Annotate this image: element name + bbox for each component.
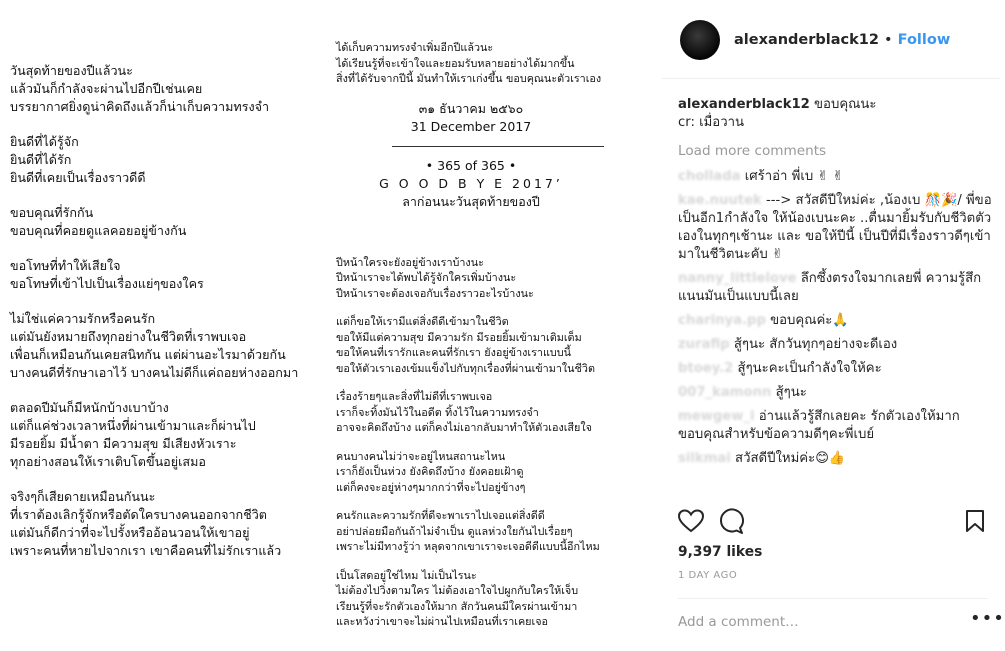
text-line: เพราะไม่มีทางรู้ว่า หลุดจากเขาเราจะเจอดีดีแบบนี้อีกไหม	[336, 540, 600, 553]
left-paragraph	[10, 133, 330, 187]
day-counter: • 365 of 365 •	[425, 157, 517, 173]
text-line: ได้เรียนรู้ที่จะเข้าใจและยอมรับหลายอย่างได้มากขึ้น	[336, 56, 575, 70]
text-line: ปีหน้าเราจะได้พบได้รู้จักใครเพิ่มบ้างนะ	[336, 271, 517, 284]
text-line: ขอโทษที่ทำให้เสียใจ	[10, 258, 121, 273]
text-line: แต่ก็แค่ช่วงเวลาหนึ่งที่ผ่านเข้ามาและก็ผ่านไป	[10, 418, 256, 433]
text-line: ขอบคุณที่คอยดูแลคอยอยู่ข้างกัน	[10, 223, 187, 238]
comments-list	[678, 96, 996, 474]
text-line: จริงๆก็เสียดายเหมือนกันนะ	[10, 489, 156, 504]
comment-username[interactable]: chollada	[678, 169, 741, 184]
header-separator: •	[884, 32, 893, 48]
date-thai: ๓๑ ธันวาคม ๒๕๖๐	[418, 100, 524, 116]
text-line: ขอให้มีแต่ความสุข มีความรัก มีรอยยิ้มเข้ามาเติมเต็ม	[336, 330, 582, 344]
text-line: คนบางคนไม่ว่าจะอยู่ไหนสถานะไหน	[336, 449, 506, 463]
right-paragraph	[336, 314, 656, 376]
goodbye-title: G O O D B Y E 2017’	[379, 175, 563, 191]
text-line: และหวังว่าเขาจะไม่ผ่านไปเหมือนที่เราเคยเจอ	[336, 615, 549, 628]
comment-item	[678, 192, 996, 264]
comment-text: อ่านแล้วรู้สึกเลยคะ รักตัวเองให้มาก ขอบคุณสำหรับข้อความดีๆคะพี่เบย์	[678, 409, 960, 442]
likes-count[interactable]: 9,397 likes	[678, 544, 763, 560]
caption	[678, 96, 996, 132]
text-line: ตลอดปีมันก็มีหนักบ้างเบาบ้าง	[10, 400, 169, 415]
post-time: 1 DAY AGO	[678, 570, 738, 581]
text-line: คนรักและความรักที่ดีจะพาเราไปเจอแต่สิ่งดีดี	[336, 509, 545, 522]
text-line: บางคนดีที่รักษาเอาไว้ บางคนไม่ดีก็แค่ถอยห่างออกมา	[10, 365, 299, 380]
text-line: เราก็ยังเป็นห่วง ยังคิดถึงบ้าง ยังคอยเฝ้าดู	[336, 465, 524, 478]
left-paragraph	[10, 62, 330, 116]
text-line: วันสุดท้ายของปีแล้วนะ	[10, 63, 133, 78]
comment-text: สู้ๆนะ	[771, 385, 807, 400]
farewell-text: ลาก่อนนะวันสุดท้ายของปี	[402, 193, 540, 209]
heart-icon[interactable]	[678, 508, 704, 534]
comment-username[interactable]: silkmai	[678, 451, 731, 466]
comment-username[interactable]: kae.nuutek	[678, 193, 762, 208]
comment-item	[678, 408, 996, 444]
comment-text: ขอบคุณค่ะ🙏	[765, 313, 849, 328]
text-line: เราก็จะทิ้งมันไว้ในอดีต ทิ้งไว้ในความทรงจำ	[336, 405, 539, 419]
comment-divider	[678, 598, 988, 599]
post-text-right-column	[336, 40, 656, 643]
comment-username[interactable]: btoey.2	[678, 361, 734, 376]
text-line: มีรอยยิ้ม มีน้ำตา มีความสุข มีเสียงหัวเราะ	[10, 436, 237, 451]
add-comment-input[interactable]: Add a comment…	[678, 614, 799, 630]
text-line: อาจจะคิดถึงบ้าง แต่ก็คงไม่เอากลับมาทำให้ตัวเองเสียใจ	[336, 421, 592, 434]
comment-text: เศร้าอ่า พี่เบ ✌ ✌	[740, 169, 844, 184]
left-paragraph	[10, 399, 330, 471]
text-line: ไม่ต้องไปวิ่งตามใคร ไม่ต้องเอาใจไปผูกกับใครให้เจ็บ	[336, 584, 579, 597]
comment-text: สวัสดีปีใหม่ค่ะ😊👍	[730, 451, 846, 466]
text-line: ขอให้ตัวเราเองเข้มแข็งไปกับทุกเรื่องที่ผ่านเข้ามาในชีวิต	[336, 361, 595, 375]
action-bar	[678, 508, 988, 536]
left-paragraph	[10, 204, 330, 240]
comment-item	[678, 450, 996, 468]
comment-item	[678, 312, 996, 330]
follow-button[interactable]: Follow	[897, 32, 951, 48]
right-paragraph	[336, 568, 656, 630]
comment-username[interactable]: zurafip	[678, 337, 730, 352]
text-line: เป็นโสดอยู่ใช่ไหม ไม่เป็นไรนะ	[336, 568, 477, 582]
text-line: แต่มันยังหมายถึงทุกอย่างในชีวิตที่เราพบเจอ	[10, 329, 247, 344]
comment-text: ---> สวัสดีปีใหม่ค่ะ ,น้องเบ 🎊🎉/ พี่ขอเป็นอีก1กำลังใจ ให้น้องเบนะคะ ..ตื่นมายิ้มรับกับชีวิตตัวเองในทุกๆเช้านะ และ ขอให้ปีนี้ เป็นปีที่มีเรื่องราวดีๆเข้ามาในชีวิตนะคับ ✌	[678, 193, 992, 262]
text-line: แต่ก็ขอให้เรามีแต่สิ่งดีดีเข้ามาในชีวิต	[336, 315, 509, 328]
right-intro-paragraph	[336, 40, 656, 87]
text-line: บรรยากาศยิ่งดูน่าคิดถึงแล้วก็น่าเก็บความทรงจำ	[10, 99, 270, 114]
right-paragraph	[336, 508, 656, 555]
post-side-panel	[662, 0, 1005, 651]
post-header	[662, 16, 1000, 66]
left-paragraph	[10, 488, 330, 560]
text-line: ขอบคุณที่รักกัน	[10, 205, 94, 220]
comment-items	[678, 168, 996, 468]
comment-text: สู้ๆนะ สักวันทุกๆอย่างจะดีเอง	[729, 337, 898, 352]
comment-item	[678, 336, 996, 354]
caption-text: ขอบคุณนะ	[814, 97, 877, 112]
text-line: เพราะคนที่หายไปจากเรา เขาคือคนที่ไม่รักเราแล้ว	[10, 543, 282, 558]
text-line: แล้วมันก็กำลังจะผ่านไปอีกปีเช่นเคย	[10, 81, 203, 96]
text-line: เรียนรู้ที่จะรักตัวเองให้มาก สักวันคนมีใครผ่านเข้ามา	[336, 599, 578, 613]
right-paragraph	[336, 255, 656, 302]
comment-username[interactable]: nanny_littlelove	[678, 271, 797, 286]
right-paragraph	[336, 449, 656, 496]
text-line: อย่าปล่อยมือกันถ้าไม่จำเป็น ดูแลห่วงใยกันไปเรื่อยๆ	[336, 524, 573, 538]
divider-line	[392, 146, 604, 147]
text-line: แต่ก็คงจะอยู่ห่างๆมากกว่าที่จะไปอยู่ข้างๆ	[336, 480, 526, 494]
comment-item	[678, 384, 996, 402]
left-paragraph	[10, 310, 330, 382]
more-options-icon[interactable]: •••	[970, 608, 1005, 629]
comment-username[interactable]: 007_kamonn	[678, 385, 772, 400]
text-line: ยินดีที่ได้รู้จัก	[10, 134, 79, 149]
date-block	[336, 100, 606, 211]
date-english: 31 December 2017	[410, 118, 532, 134]
text-line: ยินดีที่ได้รัก	[10, 152, 72, 167]
text-line: ยินดีที่เคยเป็นเรื่องราวดีดี	[10, 170, 146, 185]
comment-username[interactable]: charinya.pp	[678, 313, 766, 328]
text-line: แต่มันก็ดีกว่าที่จะไปรั้งหรืออ้อนวอนให้เขาอยู่	[10, 525, 250, 540]
comment-text: ลึกซึ้งตรงใจมากเลยพี่ ความรู้สึกแนนมันเป็นแบบนี้เลย	[678, 271, 982, 304]
right-paragraphs	[336, 255, 656, 630]
left-paragraph	[10, 257, 330, 293]
caption-credit: cr: เมื่อวาน	[678, 115, 745, 130]
text-line: ทุกอย่างสอนให้เราเติบโตขึ้นอยู่เสมอ	[10, 454, 206, 469]
text-line: สิ่งที่ได้รับจากปีนี้ มันทำให้เราเก่งขึ้น ขอบคุณนะตัวเราเอง	[336, 72, 602, 85]
text-line: เรื่องร้ายๆและสิ่งที่ไม่ดีที่เราพบเจอ	[336, 390, 493, 403]
comment-item	[678, 168, 996, 186]
text-line: ขอให้คนที่เรารักและคนที่รักเรา ยังอยู่ข้างเราแบบนี้	[336, 346, 572, 359]
bookmark-icon[interactable]	[962, 508, 988, 534]
avatar[interactable]	[680, 20, 720, 60]
post-text-left-column	[10, 62, 330, 577]
comment-item	[678, 360, 996, 378]
header-username[interactable]: alexanderblack12	[734, 32, 879, 48]
header-divider	[662, 78, 1000, 79]
load-more-comments-button[interactable]: Load more comments	[678, 143, 827, 159]
text-line: เพื่อนก็เหมือนกันเคยสนิทกัน แต่ผ่านอะไรมาด้วยกัน	[10, 347, 286, 362]
comment-item	[678, 270, 996, 306]
comment-text: สู้ๆนะคะเป็นกำลังใจให้คะ	[733, 361, 882, 376]
text-line: ที่เราต้องเลิกรู้จักหรือตัดใครบางคนออกจากชีวิต	[10, 507, 267, 522]
text-line: ปีหน้าใครจะยังอยู่ข้างเราบ้างนะ	[336, 255, 484, 269]
header-username-row	[734, 32, 950, 48]
comment-icon[interactable]	[718, 508, 744, 534]
text-line: ไม่ใช่แค่ความรักหรือคนรัก	[10, 311, 156, 326]
caption-username[interactable]: alexanderblack12	[678, 97, 810, 112]
comment-username[interactable]: mewgew_i	[678, 409, 755, 424]
text-line: ได้เก็บความทรงจำเพิ่มอีกปีแล้วนะ	[336, 41, 494, 54]
text-line: ปีหน้าเราจะต้องเจอกับเรื่องราวอะไรบ้างนะ	[336, 286, 534, 300]
right-paragraph	[336, 389, 656, 436]
text-line: ขอโทษที่เข้าไปเป็นเรื่องแย่ๆของใคร	[10, 276, 204, 291]
